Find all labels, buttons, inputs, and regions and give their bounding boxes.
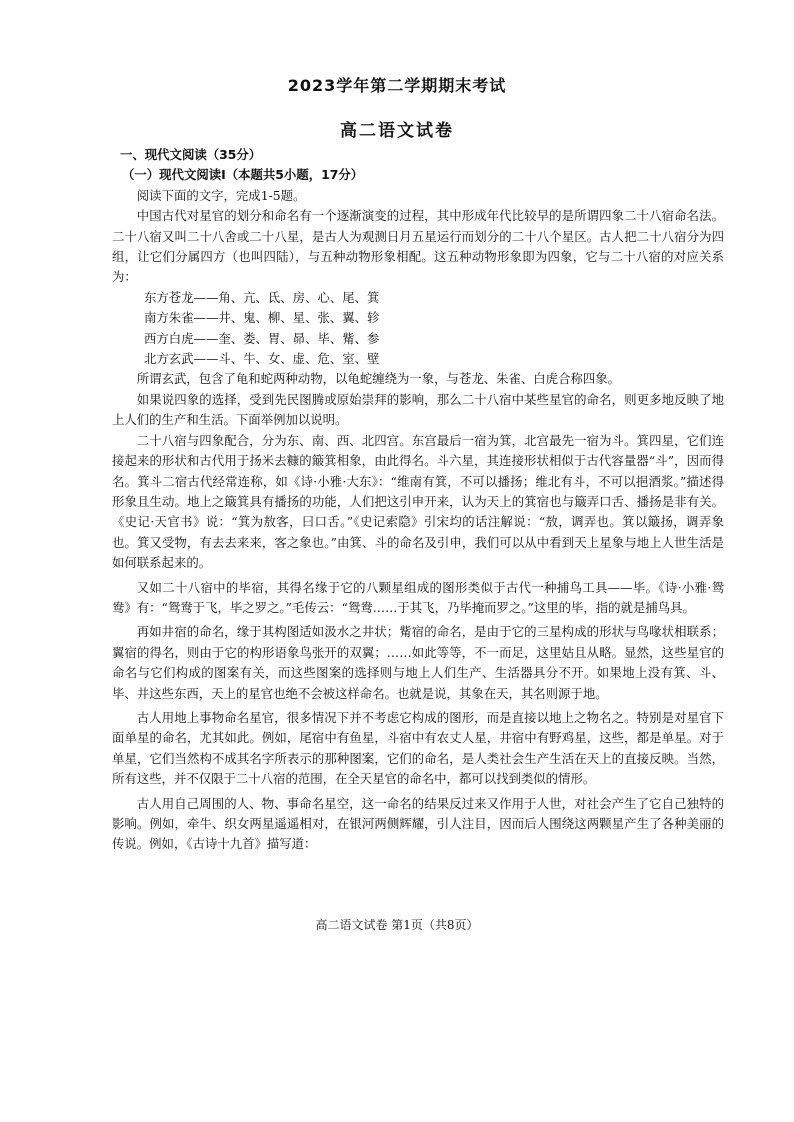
- paragraph-3: 如果说四象的选择，受到先民图腾或原始崇拜的影响，那么二十八宿中某些星官的命名，则更多地反映了地上人们的生产和生活。下面举例加以说明。: [112, 391, 724, 428]
- paragraph-7: 古人用地上事物命名星官，很多情况下并不考虑它构成的图形，而是直接以地上之物名之。特别是对星官下面单星的命名，尤其如此。例如，尾宿中有鱼星，斗宿中有农丈人星，井宿中有野鸡星，这些，都是单星。对于单星，它们当然构不成其名字所表示的那种图案，它们的命名，是人类社会生产生活在天上的直接反映。当然，所有这些，并不仅限于二十八宿的范围，在全天星官的命名中，都可以找到类似的情形。: [112, 709, 724, 787]
- section-heading: 一、现代文阅读（35分）: [120, 147, 262, 162]
- paragraph-4: 二十八宿与四象配合，分为东、南、西、北四宫。东宫最后一宿为箕，北宫最先一宿为斗。箕四星，它们连接起来的形状和古代用于扬米去糠的簸箕相象，由此得名。斗六星，其连接形状相似于古代容量器“斗”，因而得名。箕斗二宿古代经常连称，如《诗·小雅·大东》：“维南有箕，不可以播扬；维北有斗，不可以挹酒浆。”描述得形象且生动。地上之簸箕具有播扬的功能，人们把这引申开来，认为天上的箕宿也与簸弄口舌、播扬是非有关。《史记·天官书》说：“箕为敖客，曰口舌。”《史记索隐》引宋均的话注解说：“敖，调弄也。箕以簸扬，调弄象也。箕又受物，有去去来来，客之象也。”由箕、斗的命名及引申，我们可以从中看到天上星象与地上人世生活是如何联系起来的。: [112, 432, 724, 571]
- page-footer: 高二语文试卷 第1页（共8页）: [315, 918, 479, 932]
- paper-title: 高二语文试卷: [340, 121, 454, 141]
- subsection-heading: （一）现代文阅读Ⅰ（本题共5小题，17分）: [122, 167, 364, 183]
- paragraph-8: 古人用自己周围的人、物、事命名星空，这一命名的结果反过来又作用于人世，对社会产生了它自己独特的影响。例如，牵牛、织女两星遥遥相对，在银河两侧辉耀，引人注目，因而后人围绕这两颗星产生了各种美丽的传说。例如，《古诗十九首》描写道：: [112, 795, 724, 852]
- mapping-north: 北方玄武——斗、牛、女、虚、危、室、壁: [144, 351, 380, 367]
- paragraph-2: 所谓玄武，包含了龟和蛇两种动物，以龟蛇缠绕为一象，与苍龙、朱雀、白虎合称四象。: [136, 371, 621, 387]
- passage-content: [112, 145, 724, 855]
- exam-title: 2023学年第二学期期末考试: [287, 76, 507, 95]
- paragraph-5: 又如二十八宿中的毕宿，其得名缘于它的八颗星组成的图形类似于古代一种捕鸟工具——毕。《诗·小雅·鸳鸯》有：“鸳鸯于飞，毕之罗之。”毛传云：“鸳鸯……于其飞，乃毕掩而罗之。”这里的毕，指的就是捕鸟具。: [112, 579, 724, 615]
- paragraph-1: 中国古代对星官的划分和命名有一个逐渐演变的过程，其中形成年代比较早的是所谓四象二十八宿命名法。二十八宿又叫二十八舍或二十八星，是古人为观测日月五星运行而划分的二十八个星区。古人把二十八宿分为四组，让它们分属四方（也叫四陆），与五种动物形象相配。这五种动物形象即为四象，它与二十八宿的对应关系为：: [112, 208, 724, 285]
- mapping-east: 东方苍龙——角、亢、氐、房、心、尾、箕: [144, 289, 380, 305]
- paragraph-6: 再如井宿的命名，缘于其构图适如汲水之井状；觜宿的命名，是由于它的三星构成的形状与鸟喙状相联系；翼宿的得名，则由于它的构形语象鸟张开的双翼；……如此等等，不一而足，这里姑且从略。显然，这些星官的命名与它们构成的图案有关，而这些图案的选择则与地上人们生产、生活器具分不开。如果地上没有箕、斗、毕、井这些东西，天上的星官也绝不会被这样命名。也就是说，其象在天，其名则源于地。: [112, 624, 724, 701]
- mapping-south: 南方朱雀——井、鬼、柳、星、张、翼、轸: [144, 310, 380, 326]
- reading-instruction: 阅读下面的文字，完成1-5题。: [136, 187, 306, 203]
- four-symbols-list: [112, 288, 724, 370]
- mapping-west: 西方白虎——奎、娄、胃、昴、毕、觜、参: [144, 330, 380, 346]
